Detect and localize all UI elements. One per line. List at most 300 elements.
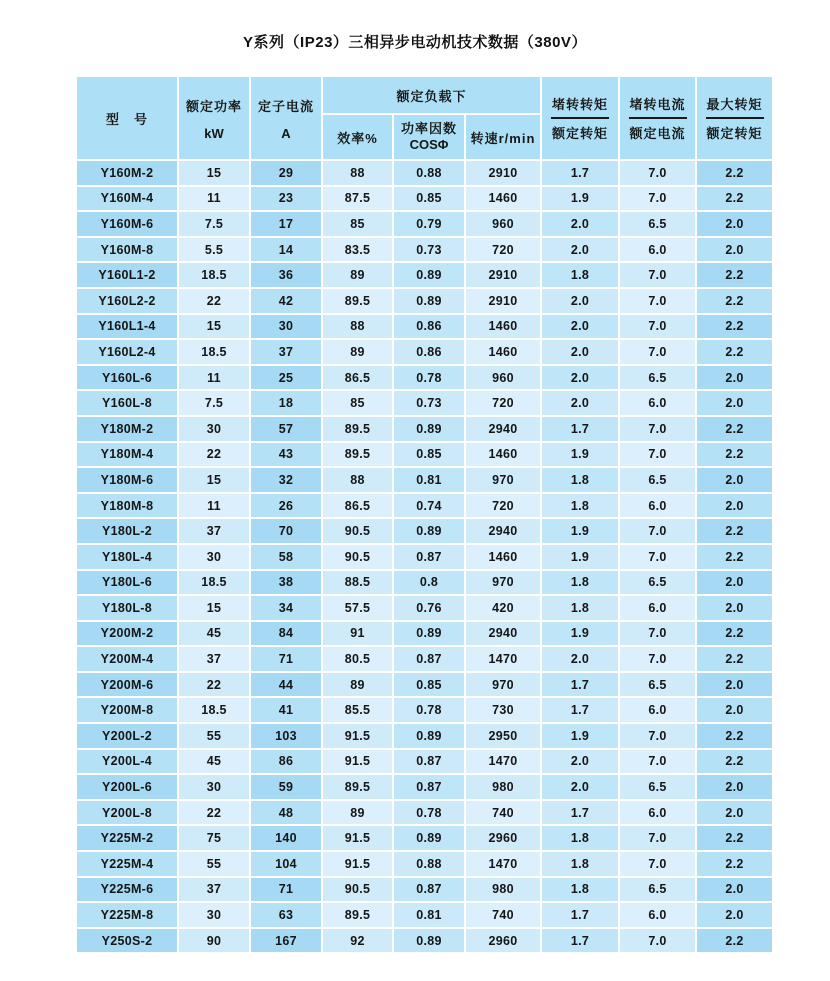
value-cell: 6.5 xyxy=(620,212,695,236)
value-cell: 1.9 xyxy=(542,443,618,467)
value-cell: 15 xyxy=(179,315,249,339)
value-cell: 0.8 xyxy=(394,571,464,595)
model-cell: Y200M-4 xyxy=(77,647,177,671)
value-cell: 1.7 xyxy=(542,903,618,927)
value-cell: 1.8 xyxy=(542,263,618,287)
model-cell: Y225M-6 xyxy=(77,878,177,902)
table-row xyxy=(77,775,772,799)
rated-power-unit: kW xyxy=(204,125,224,141)
value-cell: 6.5 xyxy=(620,775,695,799)
value-cell: 15 xyxy=(179,468,249,492)
value-cell: 90.5 xyxy=(323,519,392,543)
model-cell: Y225M-4 xyxy=(77,852,177,876)
value-cell: 0.87 xyxy=(394,545,464,569)
table-row xyxy=(77,750,772,774)
col-header-speed: 转速r/min xyxy=(466,115,540,159)
value-cell: 85 xyxy=(323,391,392,415)
table-row xyxy=(77,468,772,492)
value-cell: 29 xyxy=(251,161,321,185)
table-row xyxy=(77,187,772,211)
value-cell: 6.0 xyxy=(620,596,695,620)
power-factor-symbol: COSΦ xyxy=(409,137,449,152)
value-cell: 88 xyxy=(323,161,392,185)
value-cell: 91.5 xyxy=(323,724,392,748)
value-cell: 1.8 xyxy=(542,571,618,595)
value-cell: 2.0 xyxy=(697,494,772,518)
model-cell: Y160M-4 xyxy=(77,187,177,211)
value-cell: 7.0 xyxy=(620,263,695,287)
model-cell: Y180M-2 xyxy=(77,417,177,441)
table-row xyxy=(77,263,772,287)
value-cell: 0.87 xyxy=(394,775,464,799)
value-cell: 2910 xyxy=(466,263,540,287)
value-cell: 0.89 xyxy=(394,826,464,850)
value-cell: 7.5 xyxy=(179,212,249,236)
model-cell: Y160L-6 xyxy=(77,366,177,390)
value-cell: 55 xyxy=(179,724,249,748)
value-cell: 1.7 xyxy=(542,929,618,953)
value-cell: 23 xyxy=(251,187,321,211)
value-cell: 7.0 xyxy=(620,315,695,339)
value-cell: 0.88 xyxy=(394,161,464,185)
value-cell: 0.86 xyxy=(394,315,464,339)
col-header-rated-load-group: 额定负载下 xyxy=(323,77,540,113)
value-cell: 18.5 xyxy=(179,698,249,722)
value-cell: 1.7 xyxy=(542,161,618,185)
power-factor-label: 功率因数 xyxy=(400,120,457,136)
value-cell: 88 xyxy=(323,468,392,492)
value-cell: 0.76 xyxy=(394,596,464,620)
value-cell: 91.5 xyxy=(323,750,392,774)
value-cell: 2.2 xyxy=(697,826,772,850)
value-cell: 11 xyxy=(179,366,249,390)
value-cell: 83.5 xyxy=(323,238,392,262)
value-cell: 0.87 xyxy=(394,878,464,902)
value-cell: 1.9 xyxy=(542,187,618,211)
value-cell: 1.9 xyxy=(542,622,618,646)
stator-current-label: 定子电流 xyxy=(257,98,314,114)
value-cell: 14 xyxy=(251,238,321,262)
value-cell: 2.0 xyxy=(697,596,772,620)
max-torque-denominator: 额定转矩 xyxy=(706,126,763,141)
value-cell: 37 xyxy=(179,519,249,543)
value-cell: 89 xyxy=(323,340,392,364)
value-cell: 0.87 xyxy=(394,750,464,774)
value-cell: 7.0 xyxy=(620,417,695,441)
model-cell: Y160M-6 xyxy=(77,212,177,236)
value-cell: 2.0 xyxy=(542,750,618,774)
table-row xyxy=(77,315,772,339)
value-cell: 7.5 xyxy=(179,391,249,415)
model-cell: Y160L2-4 xyxy=(77,340,177,364)
value-cell: 7.0 xyxy=(620,340,695,364)
value-cell: 2.2 xyxy=(697,187,772,211)
table-row xyxy=(77,443,772,467)
value-cell: 0.89 xyxy=(394,929,464,953)
value-cell: 0.81 xyxy=(394,468,464,492)
value-cell: 2.0 xyxy=(697,571,772,595)
value-cell: 86 xyxy=(251,750,321,774)
max-torque-numerator: 最大转矩 xyxy=(706,94,764,119)
spec-table-container xyxy=(75,75,763,954)
value-cell: 18.5 xyxy=(179,340,249,364)
value-cell: 2.2 xyxy=(697,750,772,774)
col-header-efficiency: 效率% xyxy=(323,115,392,159)
value-cell: 2.2 xyxy=(697,443,772,467)
model-cell: Y160L1-2 xyxy=(77,263,177,287)
value-cell: 1.8 xyxy=(542,826,618,850)
value-cell: 1.8 xyxy=(542,468,618,492)
value-cell: 57.5 xyxy=(323,596,392,620)
model-cell: Y180M-8 xyxy=(77,494,177,518)
value-cell: 22 xyxy=(179,443,249,467)
value-cell: 6.0 xyxy=(620,238,695,262)
value-cell: 90.5 xyxy=(323,545,392,569)
value-cell: 720 xyxy=(466,238,540,262)
model-cell: Y200M-8 xyxy=(77,698,177,722)
value-cell: 7.0 xyxy=(620,289,695,313)
table-row xyxy=(77,366,772,390)
value-cell: 25 xyxy=(251,366,321,390)
value-cell: 6.5 xyxy=(620,366,695,390)
model-cell: Y160L-8 xyxy=(77,391,177,415)
col-header-locked-rotor-current-ratio xyxy=(620,77,695,159)
value-cell: 2.0 xyxy=(542,391,618,415)
value-cell: 89 xyxy=(323,673,392,697)
value-cell: 89.5 xyxy=(323,775,392,799)
value-cell: 2950 xyxy=(466,724,540,748)
value-cell: 0.81 xyxy=(394,903,464,927)
value-cell: 6.0 xyxy=(620,801,695,825)
model-cell: Y200L-6 xyxy=(77,775,177,799)
rated-power-label: 额定功率 xyxy=(185,98,242,114)
value-cell: 7.0 xyxy=(620,545,695,569)
value-cell: 1.8 xyxy=(542,494,618,518)
value-cell: 37 xyxy=(251,340,321,364)
table-row xyxy=(77,878,772,902)
value-cell: 86.5 xyxy=(323,494,392,518)
value-cell: 720 xyxy=(466,391,540,415)
value-cell: 0.89 xyxy=(394,519,464,543)
value-cell: 0.78 xyxy=(394,698,464,722)
value-cell: 55 xyxy=(179,852,249,876)
table-row xyxy=(77,852,772,876)
value-cell: 1470 xyxy=(466,647,540,671)
table-row xyxy=(77,417,772,441)
value-cell: 2910 xyxy=(466,161,540,185)
table-row xyxy=(77,698,772,722)
value-cell: 89 xyxy=(323,801,392,825)
value-cell: 1.9 xyxy=(542,545,618,569)
value-cell: 1.8 xyxy=(542,878,618,902)
table-row xyxy=(77,391,772,415)
value-cell: 6.5 xyxy=(620,878,695,902)
model-cell: Y180M-4 xyxy=(77,443,177,467)
value-cell: 2.0 xyxy=(542,315,618,339)
value-cell: 2.0 xyxy=(697,878,772,902)
value-cell: 7.0 xyxy=(620,443,695,467)
value-cell: 104 xyxy=(251,852,321,876)
table-row xyxy=(77,212,772,236)
col-header-stator-current xyxy=(251,77,321,159)
value-cell: 1.9 xyxy=(542,724,618,748)
value-cell: 167 xyxy=(251,929,321,953)
value-cell: 48 xyxy=(251,801,321,825)
value-cell: 2.2 xyxy=(697,622,772,646)
locked-torque-numerator: 堵转转矩 xyxy=(551,94,609,119)
value-cell: 2.2 xyxy=(697,289,772,313)
value-cell: 2.0 xyxy=(697,391,772,415)
value-cell: 0.89 xyxy=(394,417,464,441)
value-cell: 88 xyxy=(323,315,392,339)
value-cell: 34 xyxy=(251,596,321,620)
value-cell: 22 xyxy=(179,289,249,313)
value-cell: 7.0 xyxy=(620,519,695,543)
value-cell: 0.89 xyxy=(394,724,464,748)
value-cell: 0.78 xyxy=(394,801,464,825)
value-cell: 2.2 xyxy=(697,417,772,441)
value-cell: 32 xyxy=(251,468,321,492)
value-cell: 1460 xyxy=(466,187,540,211)
value-cell: 90 xyxy=(179,929,249,953)
col-header-model: 型 号 xyxy=(77,77,177,159)
value-cell: 0.85 xyxy=(394,187,464,211)
value-cell: 7.0 xyxy=(620,622,695,646)
page-title: Y系列（IP23）三相异步电动机技术数据（380V） xyxy=(243,34,587,51)
value-cell: 22 xyxy=(179,673,249,697)
value-cell: 89.5 xyxy=(323,289,392,313)
table-body xyxy=(77,161,772,952)
value-cell: 2940 xyxy=(466,417,540,441)
value-cell: 0.88 xyxy=(394,852,464,876)
model-cell: Y250S-2 xyxy=(77,929,177,953)
table-row xyxy=(77,647,772,671)
table-row xyxy=(77,673,772,697)
table-row xyxy=(77,289,772,313)
stator-current-unit: A xyxy=(281,125,291,141)
value-cell: 89.5 xyxy=(323,443,392,467)
model-cell: Y160M-2 xyxy=(77,161,177,185)
value-cell: 2960 xyxy=(466,826,540,850)
col-header-locked-rotor-torque-ratio xyxy=(542,77,618,159)
value-cell: 0.89 xyxy=(394,263,464,287)
value-cell: 0.78 xyxy=(394,366,464,390)
value-cell: 92 xyxy=(323,929,392,953)
value-cell: 1.8 xyxy=(542,852,618,876)
value-cell: 7.0 xyxy=(620,647,695,671)
value-cell: 44 xyxy=(251,673,321,697)
value-cell: 0.73 xyxy=(394,238,464,262)
table-row xyxy=(77,596,772,620)
value-cell: 1.8 xyxy=(542,596,618,620)
value-cell: 6.0 xyxy=(620,903,695,927)
value-cell: 22 xyxy=(179,801,249,825)
value-cell: 30 xyxy=(179,775,249,799)
value-cell: 1.7 xyxy=(542,698,618,722)
value-cell: 42 xyxy=(251,289,321,313)
value-cell: 2.2 xyxy=(697,263,772,287)
table-row xyxy=(77,161,772,185)
value-cell: 0.86 xyxy=(394,340,464,364)
value-cell: 970 xyxy=(466,468,540,492)
model-cell: Y180L-6 xyxy=(77,571,177,595)
value-cell: 58 xyxy=(251,545,321,569)
value-cell: 6.5 xyxy=(620,468,695,492)
value-cell: 2.2 xyxy=(697,545,772,569)
value-cell: 1.9 xyxy=(542,519,618,543)
value-cell: 26 xyxy=(251,494,321,518)
value-cell: 1.7 xyxy=(542,417,618,441)
value-cell: 740 xyxy=(466,903,540,927)
table-row xyxy=(77,724,772,748)
value-cell: 59 xyxy=(251,775,321,799)
model-cell: Y160M-8 xyxy=(77,238,177,262)
value-cell: 71 xyxy=(251,878,321,902)
value-cell: 960 xyxy=(466,366,540,390)
value-cell: 2.0 xyxy=(697,673,772,697)
model-cell: Y180M-6 xyxy=(77,468,177,492)
value-cell: 36 xyxy=(251,263,321,287)
value-cell: 6.0 xyxy=(620,391,695,415)
table-row xyxy=(77,929,772,953)
value-cell: 15 xyxy=(179,596,249,620)
value-cell: 7.0 xyxy=(620,929,695,953)
value-cell: 86.5 xyxy=(323,366,392,390)
value-cell: 88.5 xyxy=(323,571,392,595)
value-cell: 0.85 xyxy=(394,673,464,697)
model-cell: Y180L-8 xyxy=(77,596,177,620)
value-cell: 2.0 xyxy=(697,238,772,262)
locked-current-numerator: 堵转电流 xyxy=(629,94,687,119)
value-cell: 70 xyxy=(251,519,321,543)
value-cell: 11 xyxy=(179,494,249,518)
value-cell: 2.2 xyxy=(697,519,772,543)
value-cell: 45 xyxy=(179,622,249,646)
value-cell: 2.0 xyxy=(697,212,772,236)
value-cell: 1460 xyxy=(466,340,540,364)
value-cell: 0.74 xyxy=(394,494,464,518)
model-cell: Y225M-2 xyxy=(77,826,177,850)
model-cell: Y200M-6 xyxy=(77,673,177,697)
value-cell: 2.2 xyxy=(697,340,772,364)
value-cell: 1.7 xyxy=(542,801,618,825)
table-row xyxy=(77,340,772,364)
value-cell: 6.5 xyxy=(620,571,695,595)
value-cell: 2.2 xyxy=(697,161,772,185)
value-cell: 75 xyxy=(179,826,249,850)
value-cell: 41 xyxy=(251,698,321,722)
value-cell: 7.0 xyxy=(620,161,695,185)
value-cell: 85.5 xyxy=(323,698,392,722)
value-cell: 2.0 xyxy=(697,801,772,825)
table-row xyxy=(77,903,772,927)
value-cell: 30 xyxy=(251,315,321,339)
value-cell: 2.0 xyxy=(542,366,618,390)
value-cell: 7.0 xyxy=(620,852,695,876)
model-cell: Y200L-2 xyxy=(77,724,177,748)
value-cell: 89.5 xyxy=(323,417,392,441)
table-row xyxy=(77,826,772,850)
value-cell: 1470 xyxy=(466,852,540,876)
value-cell: 7.0 xyxy=(620,187,695,211)
value-cell: 2.2 xyxy=(697,852,772,876)
value-cell: 18 xyxy=(251,391,321,415)
model-cell: Y200L-4 xyxy=(77,750,177,774)
value-cell: 89 xyxy=(323,263,392,287)
value-cell: 1470 xyxy=(466,750,540,774)
value-cell: 2.0 xyxy=(542,775,618,799)
col-header-power-factor xyxy=(394,115,464,159)
value-cell: 420 xyxy=(466,596,540,620)
value-cell: 0.89 xyxy=(394,622,464,646)
value-cell: 103 xyxy=(251,724,321,748)
value-cell: 5.5 xyxy=(179,238,249,262)
value-cell: 18.5 xyxy=(179,571,249,595)
model-cell: Y180L-2 xyxy=(77,519,177,543)
value-cell: 7.0 xyxy=(620,826,695,850)
value-cell: 1460 xyxy=(466,545,540,569)
value-cell: 30 xyxy=(179,903,249,927)
value-cell: 2.2 xyxy=(697,315,772,339)
value-cell: 7.0 xyxy=(620,750,695,774)
value-cell: 1.7 xyxy=(542,673,618,697)
value-cell: 2.0 xyxy=(542,340,618,364)
value-cell: 30 xyxy=(179,545,249,569)
col-header-rated-power xyxy=(179,77,249,159)
value-cell: 980 xyxy=(466,878,540,902)
table-row xyxy=(77,238,772,262)
value-cell: 2940 xyxy=(466,622,540,646)
value-cell: 1460 xyxy=(466,443,540,467)
value-cell: 0.85 xyxy=(394,443,464,467)
value-cell: 38 xyxy=(251,571,321,595)
value-cell: 45 xyxy=(179,750,249,774)
model-cell: Y200L-8 xyxy=(77,801,177,825)
value-cell: 2.0 xyxy=(697,366,772,390)
value-cell: 740 xyxy=(466,801,540,825)
value-cell: 84 xyxy=(251,622,321,646)
locked-current-denominator: 额定电流 xyxy=(629,126,686,141)
value-cell: 2.2 xyxy=(697,724,772,748)
value-cell: 970 xyxy=(466,571,540,595)
value-cell: 6.0 xyxy=(620,494,695,518)
value-cell: 89.5 xyxy=(323,903,392,927)
value-cell: 2.0 xyxy=(697,698,772,722)
value-cell: 37 xyxy=(179,647,249,671)
table-row xyxy=(77,494,772,518)
value-cell: 140 xyxy=(251,826,321,850)
value-cell: 2960 xyxy=(466,929,540,953)
value-cell: 2910 xyxy=(466,289,540,313)
value-cell: 91 xyxy=(323,622,392,646)
value-cell: 960 xyxy=(466,212,540,236)
value-cell: 980 xyxy=(466,775,540,799)
model-cell: Y225M-8 xyxy=(77,903,177,927)
table-row xyxy=(77,622,772,646)
model-cell: Y180L-4 xyxy=(77,545,177,569)
value-cell: 30 xyxy=(179,417,249,441)
value-cell: 85 xyxy=(323,212,392,236)
value-cell: 15 xyxy=(179,161,249,185)
value-cell: 63 xyxy=(251,903,321,927)
value-cell: 2.0 xyxy=(542,647,618,671)
value-cell: 6.0 xyxy=(620,698,695,722)
value-cell: 2.0 xyxy=(697,903,772,927)
value-cell: 2.0 xyxy=(542,289,618,313)
value-cell: 720 xyxy=(466,494,540,518)
value-cell: 71 xyxy=(251,647,321,671)
value-cell: 0.73 xyxy=(394,391,464,415)
